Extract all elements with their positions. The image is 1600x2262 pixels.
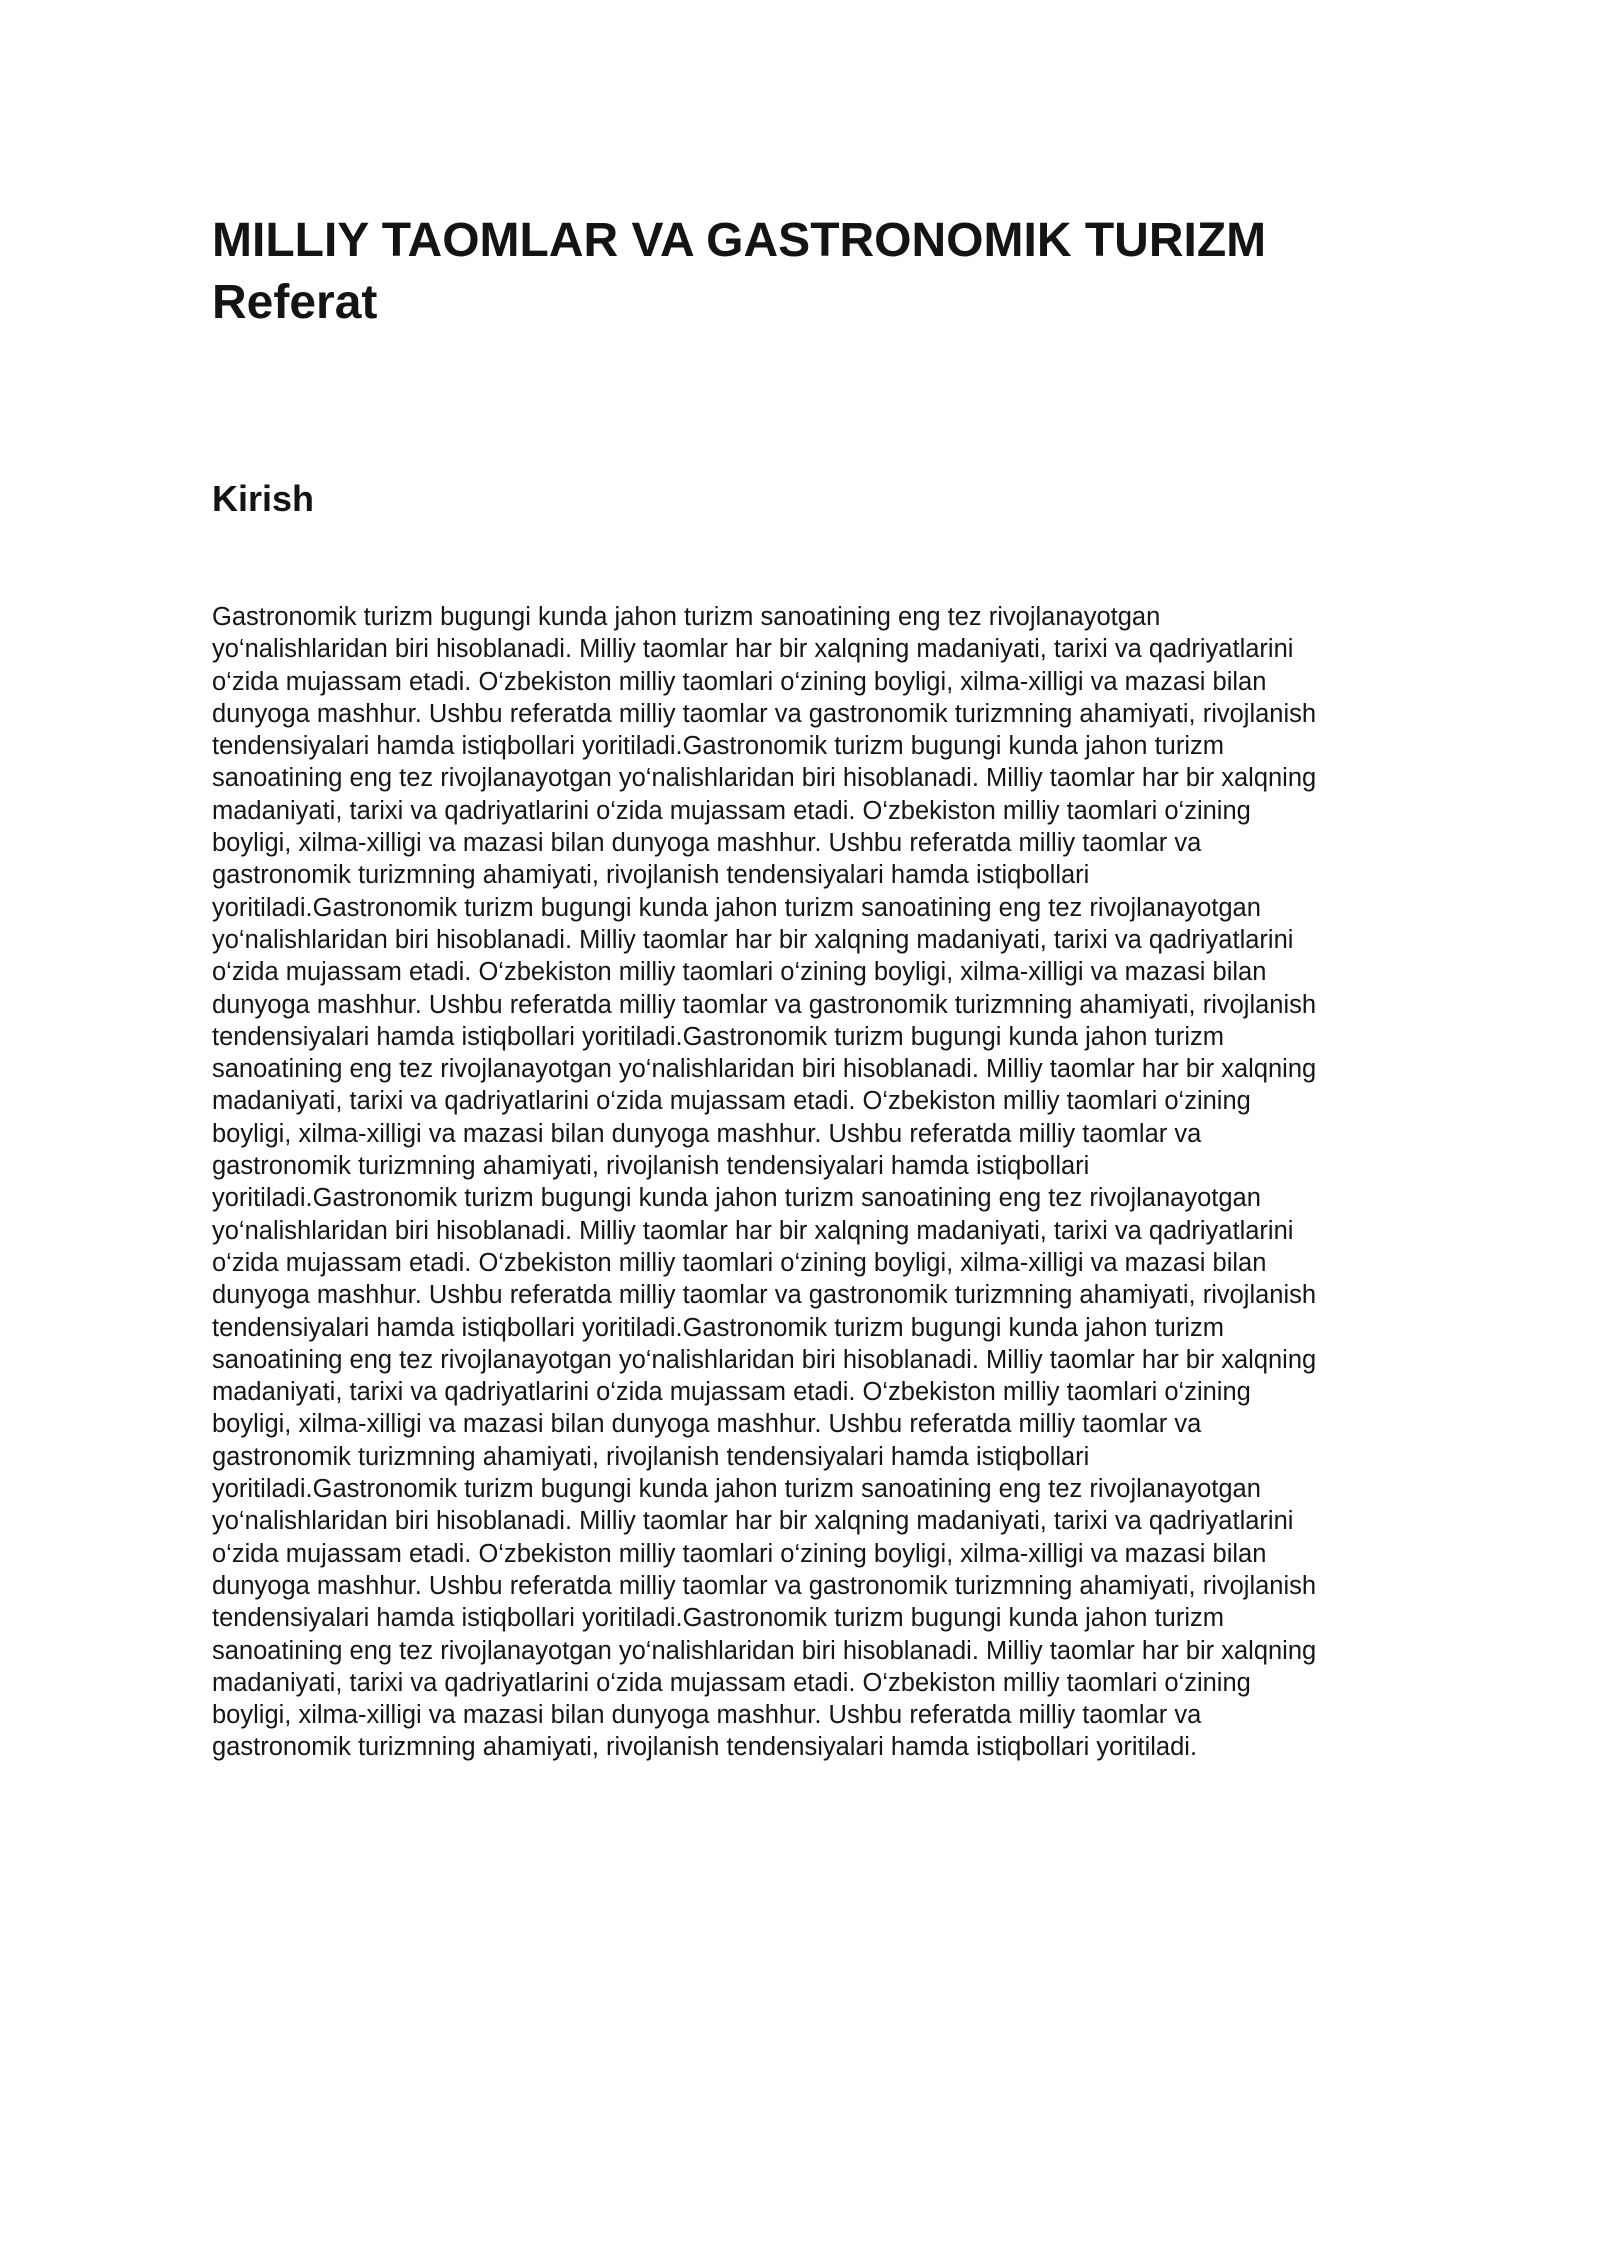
section-heading-kirish: Kirish bbox=[212, 478, 315, 519]
document-title bbox=[212, 210, 1412, 334]
body-paragraph: Gastronomik turizm bugungi kunda jahon turizm sanoatining eng tez rivojlanayotgan yo‘nalishlaridan biri hisoblanadi. Milliy taomlar har bir xalqning madaniyati, tarixi va qadriyatlarini o‘zida mujassam etadi. O‘zbekiston milliy taomlari o‘zining boyligi, xilma-xilligi va mazasi bilan dunyoga mashhur. Ushbu referatda milliy taomlar va gastronomik turizmning ahamiyati, rivojlanish tendensiyalari hamda istiqbollari yoritiladi.Gastronomik turizm bugungi kunda jahon turizm sanoatining eng tez rivojlanayotgan yo‘nalishlaridan biri hisoblanadi. Milliy taomlar har bir xalqning madaniyati, tarixi va qadriyatlarini o‘zida mujassam etadi. O‘zbekiston milliy taomlari o‘zining boyligi, xilma-xilligi va mazasi bilan dunyoga mashhur. Ushbu referatda milliy taomlar va gastronomik turizmning ahamiyati, rivojlanish tendensiyalari hamda istiqbollari yoritiladi.Gastronomik turizm bugungi kunda jahon turizm sanoatining eng tez rivojlanayotgan yo‘nalishlaridan biri hisoblanadi. Milliy taomlar har bir xalqning madaniyati, tarixi va qadriyatlarini o‘zida mujassam etadi. O‘zbekiston milliy taomlari o‘zining boyligi, xilma-xilligi va mazasi bilan dunyoga mashhur. Ushbu referatda milliy taomlar va gastronomik turizmning ahamiyati, rivojlanish tendensiyalari hamda istiqbollari yoritiladi.Gastronomik turizm bugungi kunda jahon turizm sanoatining eng tez rivojlanayotgan yo‘nalishlaridan biri hisoblanadi. Milliy taomlar har bir xalqning madaniyati, tarixi va qadriyatlarini o‘zida mujassam etadi. O‘zbekiston milliy taomlari o‘zining boyligi, xilma-xilligi va mazasi bilan dunyoga mashhur. Ushbu referatda milliy taomlar va gastronomik turizmning ahamiyati, rivojlanish tendensiyalari hamda istiqbollari yoritiladi.Gastronomik turizm bugungi kunda jahon turizm sanoatining eng tez rivojlanayotgan yo‘nalishlaridan biri hisoblanadi. Milliy taomlar har bir xalqning madaniyati, tarixi va qadriyatlarini o‘zida mujassam etadi. O‘zbekiston milliy taomlari o‘zining boyligi, xilma-xilligi va mazasi bilan dunyoga mashhur. Ushbu referatda milliy taomlar va gastronomik turizmning ahamiyati, rivojlanish tendensiyalari hamda istiqbollari yoritiladi.Gastronomik turizm bugungi kunda jahon turizm sanoatining eng tez rivojlanayotgan yo‘nalishlaridan biri hisoblanadi. Milliy taomlar har bir xalqning madaniyati, tarixi va qadriyatlarini o‘zida mujassam etadi. O‘zbekiston milliy taomlari o‘zining boyligi, xilma-xilligi va mazasi bilan dunyoga mashhur. Ushbu referatda milliy taomlar va gastronomik turizmning ahamiyati, rivojlanish tendensiyalari hamda istiqbollari yoritiladi.Gastronomik turizm bugungi kunda jahon turizm sanoatining eng tez rivojlanayotgan yo‘nalishlaridan biri hisoblanadi. Milliy taomlar har bir xalqning madaniyati, tarixi va qadriyatlarini o‘zida mujassam etadi. O‘zbekiston milliy taomlari o‘zining boyligi, xilma-xilligi va mazasi bilan dunyoga mashhur. Ushbu referatda milliy taomlar va gastronomik turizmning ahamiyati, rivojlanish tendensiyalari hamda istiqbollari yoritiladi.Gastronomik turizm bugungi kunda jahon turizm sanoatining eng tez rivojlanayotgan yo‘nalishlaridan biri hisoblanadi. Milliy taomlar har bir xalqning madaniyati, tarixi va qadriyatlarini o‘zida mujassam etadi. O‘zbekiston milliy taomlari o‘zining boyligi, xilma-xilligi va mazasi bilan dunyoga mashhur. Ushbu referatda milliy taomlar va gastronomik turizmning ahamiyati, rivojlanish tendensiyalari hamda istiqbollari yoritiladi. bbox=[212, 603, 1317, 1762]
title-line-main: MILLIY TAOMLAR VA GASTRONOMIK TURIZM bbox=[212, 214, 1267, 267]
title-line-subtitle: Referat bbox=[212, 276, 378, 329]
